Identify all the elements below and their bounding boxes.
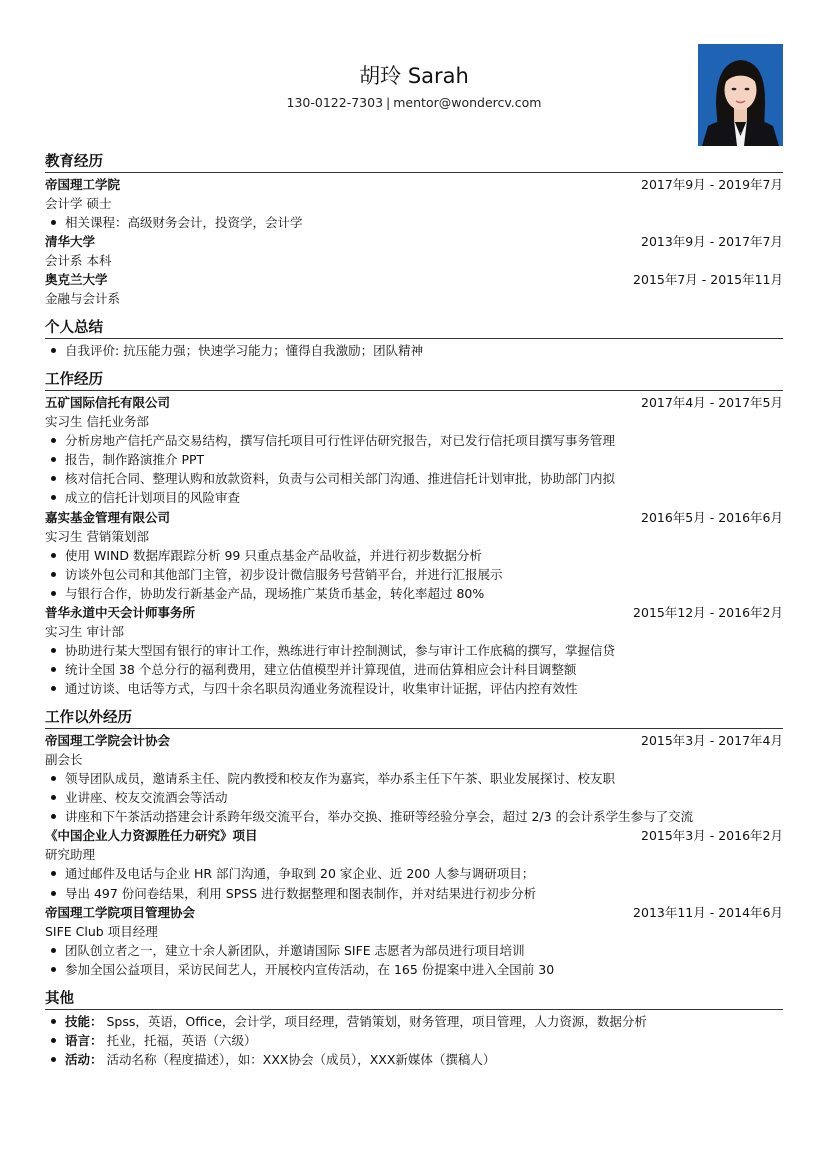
summary-title: 个人总结 xyxy=(45,316,783,339)
contact-line xyxy=(45,95,783,110)
extracurricular-title: 工作以外经历 xyxy=(45,706,783,729)
profile-photo xyxy=(698,44,783,146)
bullet-item: 使用 WIND 数据库跟踪分析 99 只重点基金产品收益，并进行初步数据分析 xyxy=(45,546,783,565)
skills-label: 技能： xyxy=(65,1013,103,1029)
degree: 会计学 硕士 xyxy=(45,196,112,211)
role-title: SIFE Club 项目经理 xyxy=(45,923,158,939)
bullet-item: 统计全国 38 个总分行的福利费用，建立估值模型并计算现值，进而估算相应会计科目调整额 xyxy=(45,660,783,679)
role-title: 研究助理 xyxy=(45,847,96,863)
date-range: 2013年9月 - 2017年7月 xyxy=(641,234,783,250)
date-range: 2017年4月 - 2017年5月 xyxy=(641,395,783,411)
work-entry xyxy=(45,508,783,603)
degree: 金融与会计系 xyxy=(45,291,121,307)
organization-name: 帝国理工学院会计协会 xyxy=(45,733,171,749)
job-title: 实习生 审计部 xyxy=(45,623,124,639)
education-entry xyxy=(45,270,783,308)
portrait-image xyxy=(698,44,783,146)
activities-item xyxy=(45,1050,783,1069)
languages-text: 托业，托福，英语（六级） xyxy=(106,1032,257,1048)
skills-text: Spss，英语，Office，会计学，项目经理，营销策划，财务管理，项目管理，人力资源，数据分析 xyxy=(106,1013,647,1029)
organization-name: 《中国企业人力资源胜任力研究》项目 xyxy=(45,828,258,844)
email-address: mentor@wondercv.com xyxy=(393,95,542,110)
bullet-item: 通过邮件及电话与企业 HR 部门沟通，争取到 20 家企业、近 200 人参与调研项目； xyxy=(45,864,783,883)
languages-label: 语言： xyxy=(65,1032,103,1048)
bullet-item: 相关课程：高级财务会计，投资学，会计学 xyxy=(45,213,783,232)
activity-entry xyxy=(45,731,783,826)
bullet-item: 通过访谈、电话等方式，与四十余名职员沟通业务流程设计，收集审计证据，评估内控有效性 xyxy=(45,679,783,698)
bullet-item: 讲座和下午茶活动搭建会计系跨年级交流平台，举办交换、推研等经验分享会，超过 2/3 的会计系学生参与了交流 xyxy=(45,807,783,826)
bullet-item: 领导团队成员，邀请系主任、院内教授和校友作为嘉宾，举办系主任下午茶、职业发展探讨、校友职 xyxy=(45,769,783,788)
other-section xyxy=(45,987,783,1069)
education-section xyxy=(45,150,783,308)
bullet-item: 参加全国公益项目，采访民间艺人，开展校内宣传活动，在 165 份提案中进入全国前 30 xyxy=(45,960,783,979)
education-title: 教育经历 xyxy=(45,150,783,173)
school-name: 奥克兰大学 xyxy=(45,272,108,288)
bullet-item: 协助进行某大型国有银行的审计工作，熟练进行审计控制测试，参与审计工作底稿的撰写，掌握信贷 xyxy=(45,641,783,660)
work-entry xyxy=(45,393,783,507)
date-range: 2015年3月 - 2016年2月 xyxy=(641,828,783,844)
other-title: 其他 xyxy=(45,987,783,1010)
date-range: 2016年5月 - 2016年6月 xyxy=(641,509,783,525)
bullet-item: 团队创立者之一，建立十余人新团队，并邀请国际 SIFE 志愿者为部员进行项目培训 xyxy=(45,941,783,960)
activities-text: 活动名称（程度描述），如：XXX协会（成员），XXX新媒体（撰稿人） xyxy=(106,1051,496,1067)
job-title: 实习生 信托业务部 xyxy=(45,414,149,430)
company-name: 普华永道中天会计师事务所 xyxy=(45,604,196,620)
skills-item xyxy=(45,1012,783,1031)
date-range: 2015年12月 - 2016年2月 xyxy=(633,604,783,620)
bullet-item: 访谈外包公司和其他部门主管，初步设计微信服务号营销平台，并进行汇报展示 xyxy=(45,565,783,584)
degree: 会计系 本科 xyxy=(45,253,112,269)
resume-page xyxy=(45,0,783,1069)
resume-header xyxy=(45,0,783,150)
date-range: 2013年11月 - 2014年6月 xyxy=(633,904,783,920)
school-name: 帝国理工学院 xyxy=(45,177,121,192)
company-name: 五矿国际信托有限公司 xyxy=(45,395,171,411)
candidate-name: 胡玲 Sarah xyxy=(359,64,469,88)
date-range: 2015年3月 - 2017年4月 xyxy=(641,733,783,749)
bullet-item: 自我评价: 抗压能力强；快速学习能力；懂得自我激励；团队精神 xyxy=(45,341,783,360)
job-title: 实习生 营销策划部 xyxy=(45,528,149,544)
work-section xyxy=(45,368,783,698)
activity-entry xyxy=(45,826,783,902)
languages-item xyxy=(45,1031,783,1050)
activity-entry xyxy=(45,903,783,979)
bullet-item: 成立的信托计划项目的风险审查 xyxy=(45,488,783,507)
bullet-item: 业讲座、校友交流酒会等活动 xyxy=(45,788,783,807)
phone-number: 130-0122-7303 xyxy=(286,95,384,110)
activities-label: 活动： xyxy=(65,1051,103,1067)
education-entry xyxy=(45,175,783,232)
bullet-item: 核对信托合同、整理认购和放款资料，负责与公司相关部门沟通、推进信托计划审批，协助部门内拟 xyxy=(45,469,783,488)
contact-separator: | xyxy=(386,95,391,110)
bullet-item: 导出 497 份问卷结果，利用 SPSS 进行数据整理和图表制作，并对结果进行初步分析 xyxy=(45,884,783,903)
summary-section xyxy=(45,316,783,360)
bullet-item: 报告，制作路演推介 PPT xyxy=(45,450,783,469)
education-entry xyxy=(45,232,783,270)
work-title: 工作经历 xyxy=(45,368,783,391)
date-range: 2015年7月 - 2015年11月 xyxy=(633,272,783,288)
role-title: 副会长 xyxy=(45,752,83,768)
organization-name: 帝国理工学院项目管理协会 xyxy=(45,904,196,920)
bullet-item: 与银行合作，协助发行新基金产品，现场推广某货币基金，转化率超过 80% xyxy=(45,584,783,603)
school-name: 清华大学 xyxy=(45,234,96,250)
bullet-item: 分析房地产信托产品交易结构，撰写信托项目可行性评估研究报告，对已发行信托项目撰写事务管理 xyxy=(45,431,783,450)
extracurricular-section xyxy=(45,706,783,979)
date-range: 2017年9月 - 2019年7月 xyxy=(641,177,783,192)
work-entry xyxy=(45,603,783,698)
company-name: 嘉实基金管理有限公司 xyxy=(45,509,171,525)
